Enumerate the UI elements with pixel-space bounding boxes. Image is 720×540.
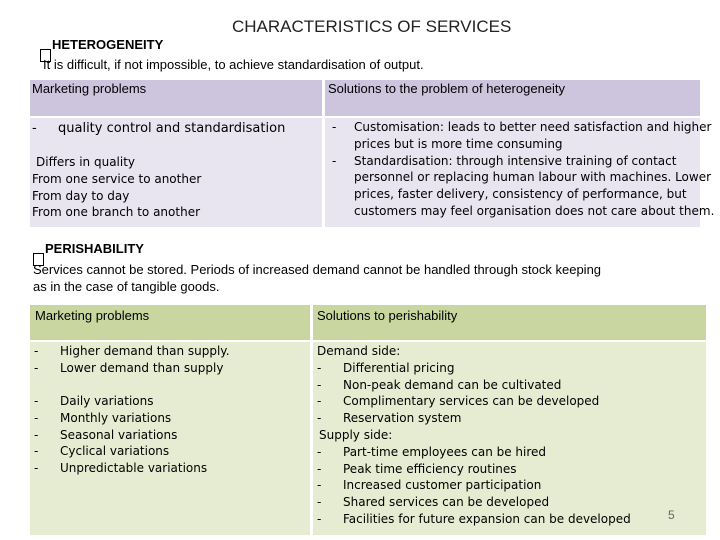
list-item: From day to day <box>32 188 130 203</box>
column-divider <box>310 305 313 535</box>
heterogeneity-heading-text: HETEROGENEITY <box>52 37 164 52</box>
row-divider <box>30 340 706 342</box>
list-item: Unpredictable variations <box>60 461 208 476</box>
page-title: CHARACTERISTICS OF SERVICES <box>232 17 512 36</box>
col-header-problems: Marketing problems <box>35 308 150 323</box>
heterogeneity-table <box>30 80 715 227</box>
list-item: Part-time employees can be hired <box>343 444 547 459</box>
list-item: Differential pricing <box>343 360 455 375</box>
solution-line: Customisation: leads to better need satisfaction and higher <box>354 120 712 134</box>
col-header-solutions: Solutions to perishability <box>317 308 458 323</box>
page-number: 5 <box>668 508 675 522</box>
solution-line: prices but is more time consuming <box>354 136 563 151</box>
intro-line: Services cannot be stored. Periods of increased demand cannot be handled through stock keeping <box>33 262 602 277</box>
list-item: Facilities for future expansion can be developed <box>343 511 631 526</box>
perishability-table <box>30 305 706 535</box>
problems-list-b: - Daily variations - Monthly variations - Seasonal variations - Cyclical variations - Unpredictable variations <box>34 394 208 476</box>
solution-line: personnel or replacing human labour with machines. Lower <box>354 170 712 185</box>
list-item: Higher demand than supply. <box>60 344 230 358</box>
supply-side-label: Supply side: <box>319 427 393 442</box>
list-item: Cyclical variations <box>60 444 170 459</box>
differs-list <box>32 154 201 221</box>
perishability-solutions-list: Demand side: - Differential pricing - Non-peak demand can be cultivated - Complimentary services can be developed - Reservation system Supply side: - Part-time employees can be hired - Peak time efficiency routines - Increased customer participation - Shared services can be developed - Facilities for future expansion can be developed <box>317 344 631 526</box>
col-header-problems: Marketing problems <box>32 81 147 96</box>
list-item: Increased customer participation <box>343 478 542 493</box>
row-divider <box>30 116 700 118</box>
demand-side-label: Demand side: <box>317 344 401 358</box>
list-item: Shared services can be developed <box>343 495 550 510</box>
list-item: Monthly variations <box>60 410 172 425</box>
list-item: Non-peak demand can be cultivated <box>343 377 562 392</box>
perishability-heading-text: PERISHABILITY <box>45 241 144 256</box>
problems-list-a: - Higher demand than supply. - Lower demand than supply <box>34 344 230 375</box>
problem-item-text: quality control and standardisation <box>58 121 286 136</box>
list-item: Seasonal variations <box>60 427 178 442</box>
list-item: Peak time efficiency routines <box>343 461 517 476</box>
list-item: Complimentary services can be developed <box>343 394 600 409</box>
problem-item: - quality control and standardisation <box>32 121 286 136</box>
perishability-intro <box>33 261 601 295</box>
intro-line: as in the case of tangible goods. <box>33 279 220 294</box>
solution-line: customers may feel organisation does not care about them. <box>354 203 715 218</box>
heterogeneity-intro: It is difficult, if not impossible, to achieve standardisation of output. <box>43 57 424 72</box>
list-item: Reservation system <box>343 411 462 426</box>
list-item: Daily variations <box>60 394 154 408</box>
list-item: From one service to another <box>32 171 202 186</box>
list-item: Lower demand than supply <box>60 360 224 375</box>
solution-line: prices, faster delivery, consistency of performance, but <box>354 187 687 202</box>
col-header-solutions: Solutions to the problem of heterogeneity <box>328 81 566 96</box>
list-item: From one branch to another <box>32 205 201 220</box>
column-divider <box>322 80 325 227</box>
solutions-list: - Customisation: leads to better need satisfaction and higher prices but is more time consuming - Standardisation: through intensive training of contact personnel or replacing human labour with machines. Lower prices, faster delivery, consistency of performance, but customers may feel organisation does not care about them. <box>332 120 715 218</box>
list-item: Differs in quality <box>36 155 136 169</box>
solution-line: Standardisation: through intensive training of contact <box>354 153 677 168</box>
